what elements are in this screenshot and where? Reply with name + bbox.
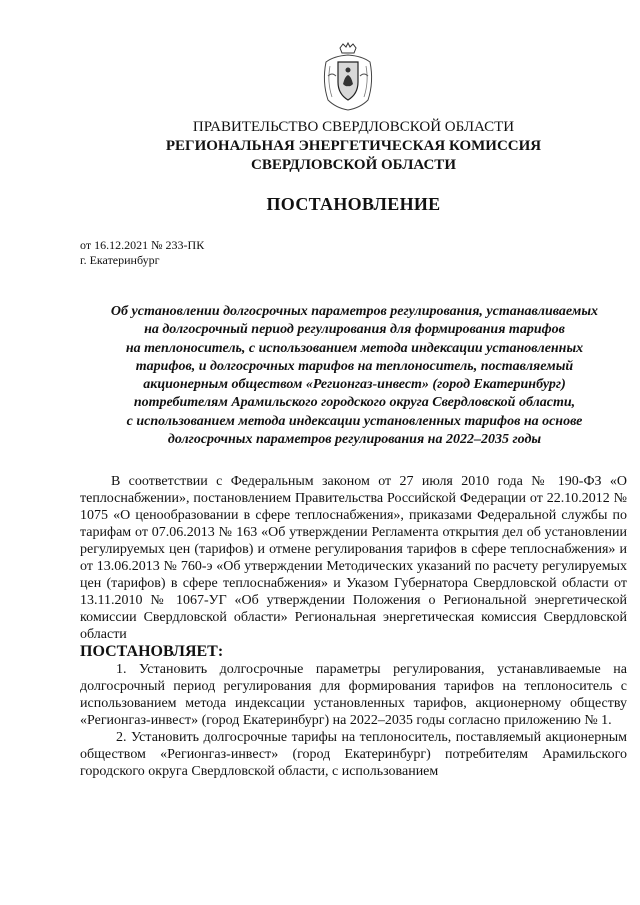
clause-2-paragraph: 2. Установить долгосрочные тарифы на теплоноситель, поставляемый акционерным обществом «Регионгаз-инвест» (город Екатеринбург) потребителям Арамильского городского округа Свердловской области, с использованием [80, 730, 627, 779]
subject-line: акционерным обществом «Регионгаз-инвест» (город Екатеринбург) [143, 377, 566, 393]
commission-name-line1: РЕГИОНАЛЬНАЯ ЭНЕРГЕТИЧЕСКАЯ КОМИССИЯ [165, 138, 542, 154]
document-city: г. Екатеринбург [80, 253, 160, 267]
coat-of-arms-icon [318, 42, 378, 112]
clause-1-paragraph: 1. Установить долгосрочные параметры регулирования, устанавливаемые на долгосрочный период регулирования для формирования тарифов на теплоноситель с использованием метода индексации установленных тарифов, акционерному обществу «Регионгаз-инвест» (город Екатеринбург) на 2022–2035 годы согласно приложению № 1. [80, 662, 627, 728]
document-body [80, 473, 627, 780]
issuer-header [80, 118, 627, 175]
subject-line: на теплоноситель, с использованием метода индексации установленных [125, 340, 584, 356]
subject-line: тарифов, и долгосрочных тарифов на теплоноситель, поставляемый [135, 358, 574, 374]
subject-line: на долгосрочный период регулирования для формирования тарифов [144, 322, 565, 338]
commission-name-line2: СВЕРДЛОВСКОЙ ОБЛАСТИ [251, 157, 456, 173]
subject-line: Об установлении долгосрочных параметров регулирования, устанавливаемых [110, 304, 599, 319]
subject-line: потребителям Арамильского городского округа Свердловской области, [133, 395, 576, 411]
government-name: ПРАВИТЕЛЬСТВО СВЕРДЛОВСКОЙ ОБЛАСТИ [192, 119, 515, 135]
subject-line: долгосрочных параметров регулирования на 2022–2035 годы [167, 432, 542, 448]
document-date-number: от 16.12.2021 № 233-ПК [80, 238, 205, 252]
document-type-title: ПОСТАНОВЛЕНИЕ [266, 194, 441, 214]
subject-line: с использованием метода индексации установленных тарифов на основе [126, 413, 583, 429]
preamble-paragraph: В соответствии с Федеральным законом от 27 июля 2010 года № 190-ФЗ «О теплоснабжении», постановлением Правительства Российской Федерации от 22.10.2012 № 1075 «О ценообразовании в сфере теплоснабжения», приказами Федеральной службы по тарифам от 07.06.2013 № 163 «Об утверждении Регламента открытия дел об установлении регулируемых цен (тарифов) и отмене регулирования тарифов в сфере теплоснабжения» и от 13.06.2013 № 760-э «Об утверждении Методических указаний по расчету регулируемых цен (тарифов) в сфере теплоснабжения» и Указом Губернатора Свердловской области от 13.11.2010 № 1067-УГ «Об утверждении Положения о Региональной энергетической комиссии Свердловской области» Региональная энергетическая комиссия Свердловской области [80, 474, 627, 642]
document-subject [82, 303, 627, 449]
document-meta [80, 238, 204, 268]
decree-keyword: ПОСТАНОВЛЯЕТ: [80, 643, 224, 660]
